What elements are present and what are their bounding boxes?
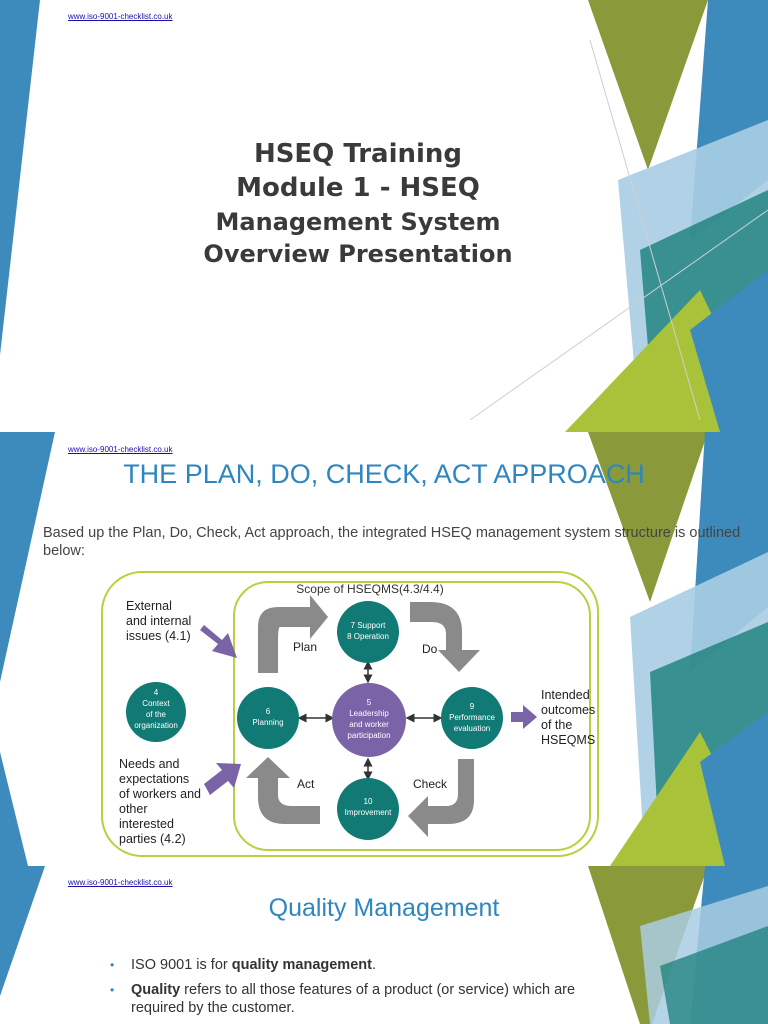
leadership-label: Leadership bbox=[349, 709, 389, 718]
pdca-diagram bbox=[0, 432, 768, 866]
scope-label: Scope of HSEQMS(4.3/4.4) bbox=[296, 582, 444, 596]
external-issues-text: External bbox=[126, 599, 172, 613]
title-line: Management System bbox=[215, 208, 501, 236]
performance-label: Performance bbox=[449, 713, 495, 722]
bullet-text: ISO 9001 is for bbox=[131, 957, 232, 973]
needs-text: other bbox=[119, 802, 148, 816]
improvement-label: 10 bbox=[363, 797, 373, 806]
planning-label: Planning bbox=[252, 718, 284, 727]
performance-label: evaluation bbox=[453, 724, 491, 733]
planning-label: 6 bbox=[265, 707, 271, 716]
needs-text: Needs and bbox=[119, 757, 180, 771]
leadership-label: participation bbox=[347, 731, 391, 740]
slide-title-text bbox=[120, 138, 596, 270]
context-label: Context bbox=[142, 699, 170, 708]
external-issues-text: issues (4.1) bbox=[126, 629, 191, 643]
support-label: 8 Operation bbox=[347, 632, 389, 641]
slide-title-text: Quality Management bbox=[268, 894, 500, 922]
list-item bbox=[110, 956, 630, 974]
needs-text: interested bbox=[119, 817, 174, 831]
source-link[interactable]: www.iso-9001-checklist.co.uk bbox=[68, 878, 173, 887]
intro-text: Based up the Plan, Do, Check, Act approach, the integrated HSEQ management system structure is outlined below: bbox=[43, 525, 741, 559]
bullet-icon: • bbox=[110, 958, 115, 972]
title-line: HSEQ Training bbox=[253, 139, 463, 169]
performance-label: 9 bbox=[469, 702, 475, 711]
title-line: Module 1 - HSEQ bbox=[236, 173, 480, 203]
slide-title-text: THE PLAN, DO, CHECK, ACT APPROACH bbox=[123, 459, 645, 489]
source-link[interactable]: www.iso-9001-checklist.co.uk bbox=[68, 12, 173, 21]
outcomes-text: Intended bbox=[541, 688, 590, 702]
external-issues-text: and internal bbox=[126, 614, 192, 628]
check-label: Check bbox=[413, 777, 448, 791]
bullet-list bbox=[110, 956, 630, 1024]
needs-text: expectations bbox=[119, 772, 190, 786]
needs-text: of workers and bbox=[119, 787, 201, 801]
context-label: organization bbox=[134, 721, 178, 730]
context-label: 4 bbox=[153, 688, 159, 697]
bullet-text: . bbox=[371, 957, 376, 973]
bullet-icon: • bbox=[110, 983, 115, 997]
plan-label: Plan bbox=[293, 640, 318, 654]
slide-pdca bbox=[0, 432, 768, 866]
support-label: 7 Support bbox=[350, 621, 386, 630]
bullet-bold-text: Quality bbox=[131, 982, 181, 998]
bullet-bold-text: quality management bbox=[231, 957, 372, 973]
slide-quality bbox=[0, 866, 768, 1024]
do-label: Do bbox=[422, 642, 438, 656]
title-line: Overview Presentation bbox=[203, 240, 513, 268]
act-label: Act bbox=[297, 777, 315, 791]
slide-title bbox=[0, 0, 768, 432]
outcomes-text: HSEQMS bbox=[541, 733, 596, 747]
context-label: of the bbox=[145, 710, 167, 719]
needs-text: parties (4.2) bbox=[119, 832, 186, 846]
outcomes-text: of the bbox=[541, 718, 573, 732]
bullet-text: refers to all those features of a product (or service) which are required by the customer. bbox=[131, 982, 576, 1016]
list-item bbox=[110, 981, 630, 1017]
leadership-label: and worker bbox=[349, 720, 389, 729]
source-link[interactable]: www.iso-9001-checklist.co.uk bbox=[68, 445, 173, 454]
outcomes-text: outcomes bbox=[541, 703, 596, 717]
leadership-label: 5 bbox=[366, 698, 372, 707]
improvement-label: Improvement bbox=[344, 808, 392, 817]
